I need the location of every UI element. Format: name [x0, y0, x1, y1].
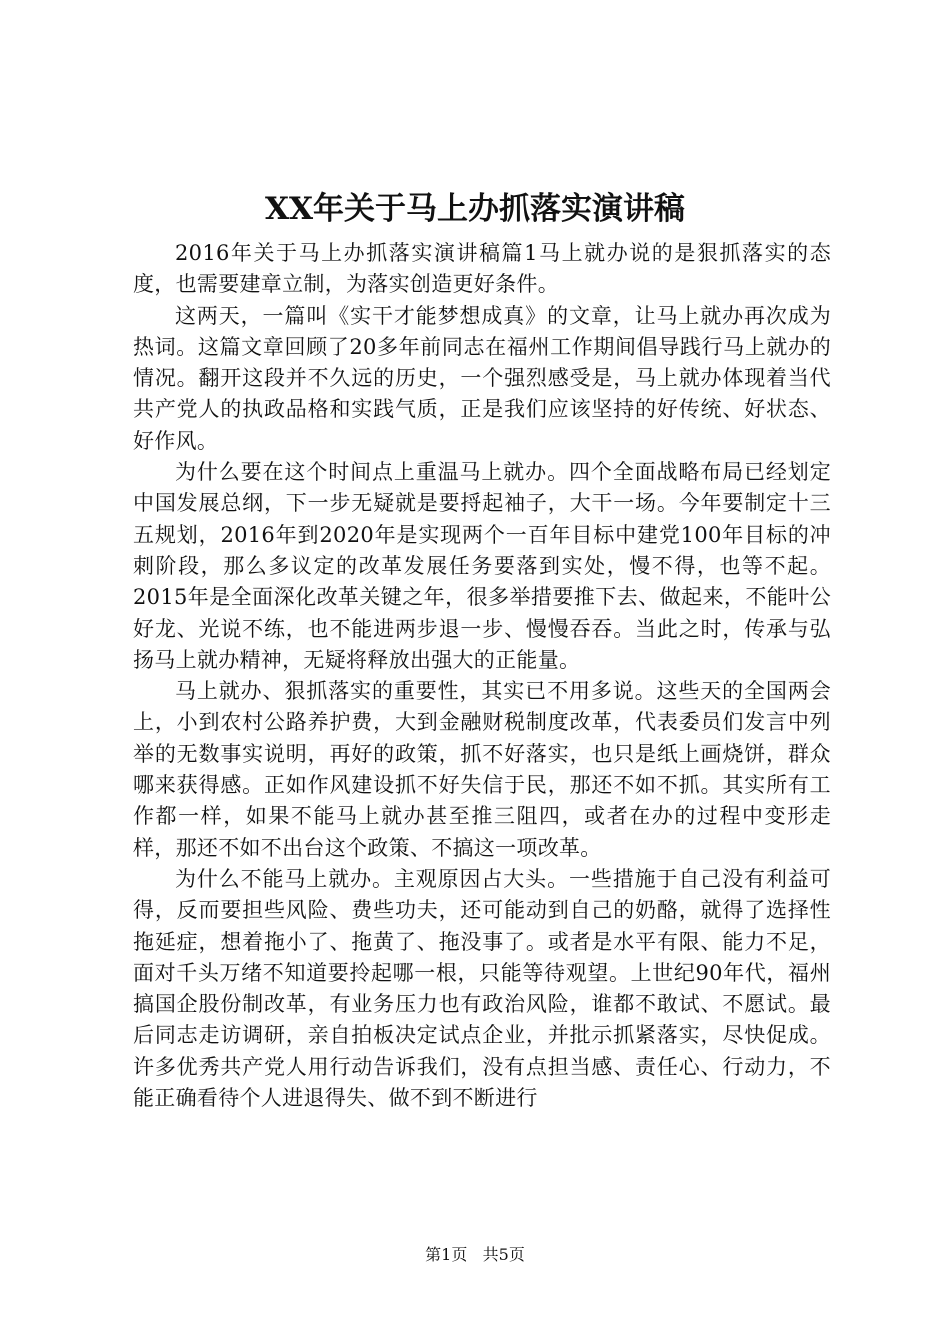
- paragraph-5: 为什么不能马上就办。主观原因占大头。一些措施于自己没有利益可得，反而要担些风险、费些功夫，还可能动到自己的奶酪，就得了选择性拖延症，想着拖小了、拖黄了、拖没事了。或者是水平有限、能力不足，面对千头万绪不知道要拎起哪一根，只能等待观望。上世纪90年代，福州搞国企股份制改革，有业务压力也有政治风险，谁都不敢试、不愿试。最后同志走访调研，亲自拍板决定试点企业，并批示抓紧落实，尽快促成。许多优秀共产党人用行动告诉我们，没有点担当感、责任心、行动力，不能正确看待个人进退得失、做不到不断进行: [133, 866, 831, 1111]
- paragraph-4: 马上就办、狠抓落实的重要性，其实已不用多说。这些天的全国两会上，小到农村公路养护费，大到金融财税制度改革，代表委员们发言中列举的无数事实说明，再好的政策，抓不好落实，也只是纸上画烧饼，群众哪来获得感。正如作风建设抓不好失信于民，那还不如不抓。其实所有工作都一样，如果不能马上就办甚至推三阻四，或者在办的过程中变形走样，那还不如不出台这个政策、不搞这一项改革。: [133, 679, 831, 860]
- document-body: [133, 238, 831, 1114]
- page-number: 第1页: [425, 1245, 468, 1264]
- page-footer: [0, 1244, 950, 1266]
- paragraph-3: 为什么要在这个时间点上重温马上就办。四个全面战略布局已经划定中国发展总纲，下一步无疑就是要捋起袖子，大干一场。今年要制定十三五规划，2016年到2020年是实现两个一百年目标中建党100年目标的冲刺阶段，那么多议定的改革发展任务要落到实处，慢不得，也等不起。2015年是全面深化改革关键之年，很多举措要推下去、做起来，不能叶公好龙、光说不练，也不能进两步退一步、慢慢吞吞。当此之时，传承与弘扬马上就办精神，无疑将释放出强大的正能量。: [133, 460, 831, 672]
- page-spacer: [472, 1245, 477, 1264]
- paragraph-1: 2016年关于马上办抓落实演讲稿篇1马上就办说的是狠抓落实的态度，也需要建章立制，为落实创造更好条件。: [133, 241, 831, 297]
- paragraph-2: 这两天，一篇叫《实干才能梦想成真》的文章，让马上就办再次成为热词。这篇文章回顾了20多年前同志在福州工作期间倡导践行马上就办的情况。翻开这段并不久远的历史，一个强烈感受是，马上就办体现着当代共产党人的执政品格和实践气质，正是我们应该坚持的好传统、好状态、好作风。: [133, 303, 831, 453]
- page-total: 共5页: [482, 1245, 525, 1264]
- document-title: XX年关于马上办抓落实演讲稿: [264, 191, 686, 227]
